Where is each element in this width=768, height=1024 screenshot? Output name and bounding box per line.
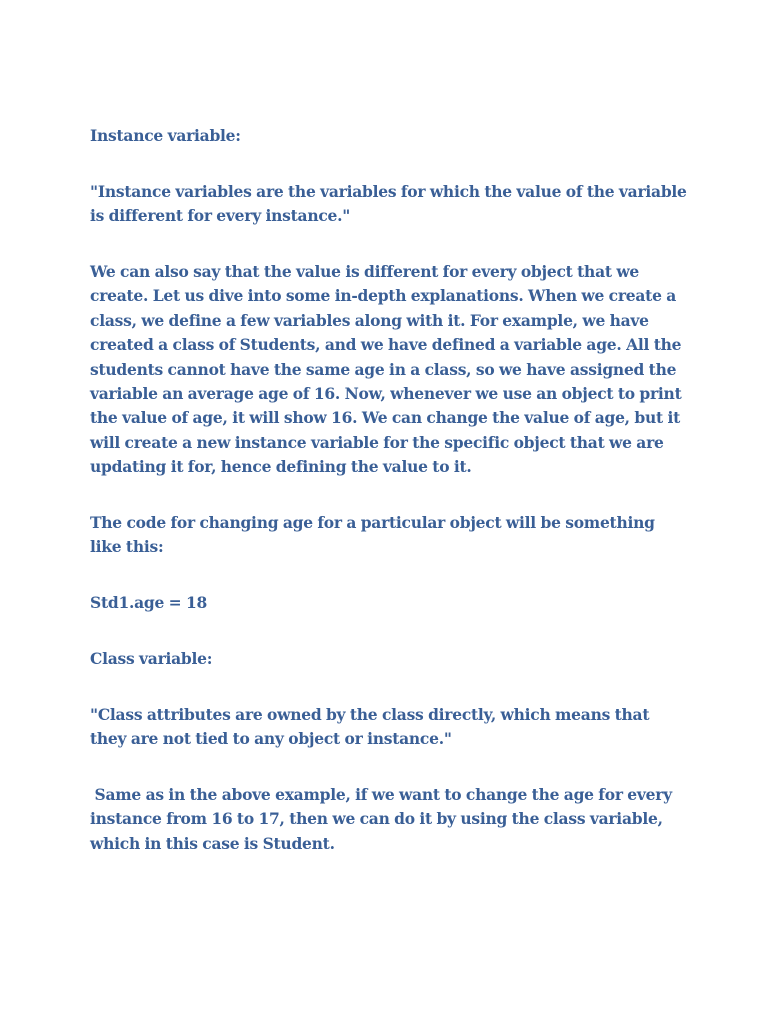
code-intro-paragraph: The code for changing age for a particular object will be something like this:	[90, 513, 655, 557]
document-body	[90, 124, 690, 888]
quote-class-variable: "Class attributes are owned by the class directly, which means that they are not tied to any object or instance."	[90, 704, 650, 749]
code-example: Std1.age = 18	[90, 593, 208, 613]
class-example-paragraph: Same as in the above example, if we want to change the age for every instance from 16 to 17, then we can do it by using the class variable, which in this case is Student.	[90, 785, 677, 853]
quote-instance-variable: "Instance variables are the variables for which the value of the variable is different for every instance."	[90, 181, 687, 226]
heading-class-variable: Class variable:	[90, 649, 213, 669]
explanation-paragraph: We can also say that the value is different for every object that we create. Let us dive into some in-depth explanations. When we create a class, we define a few variables along with it. For example, we have created a class of Students, and we have defined a variable age. All the students cannot have the same age in a class, so we have assigned the variable an average age of 16. Now, whenever we use an object to print the value of age, it will show 16. We can change the value of age, but it will create a new instance variable for the specific object that we are updating it for, hence defining the value to it.	[90, 262, 682, 477]
heading-instance-variable: Instance variable:	[90, 126, 241, 145]
